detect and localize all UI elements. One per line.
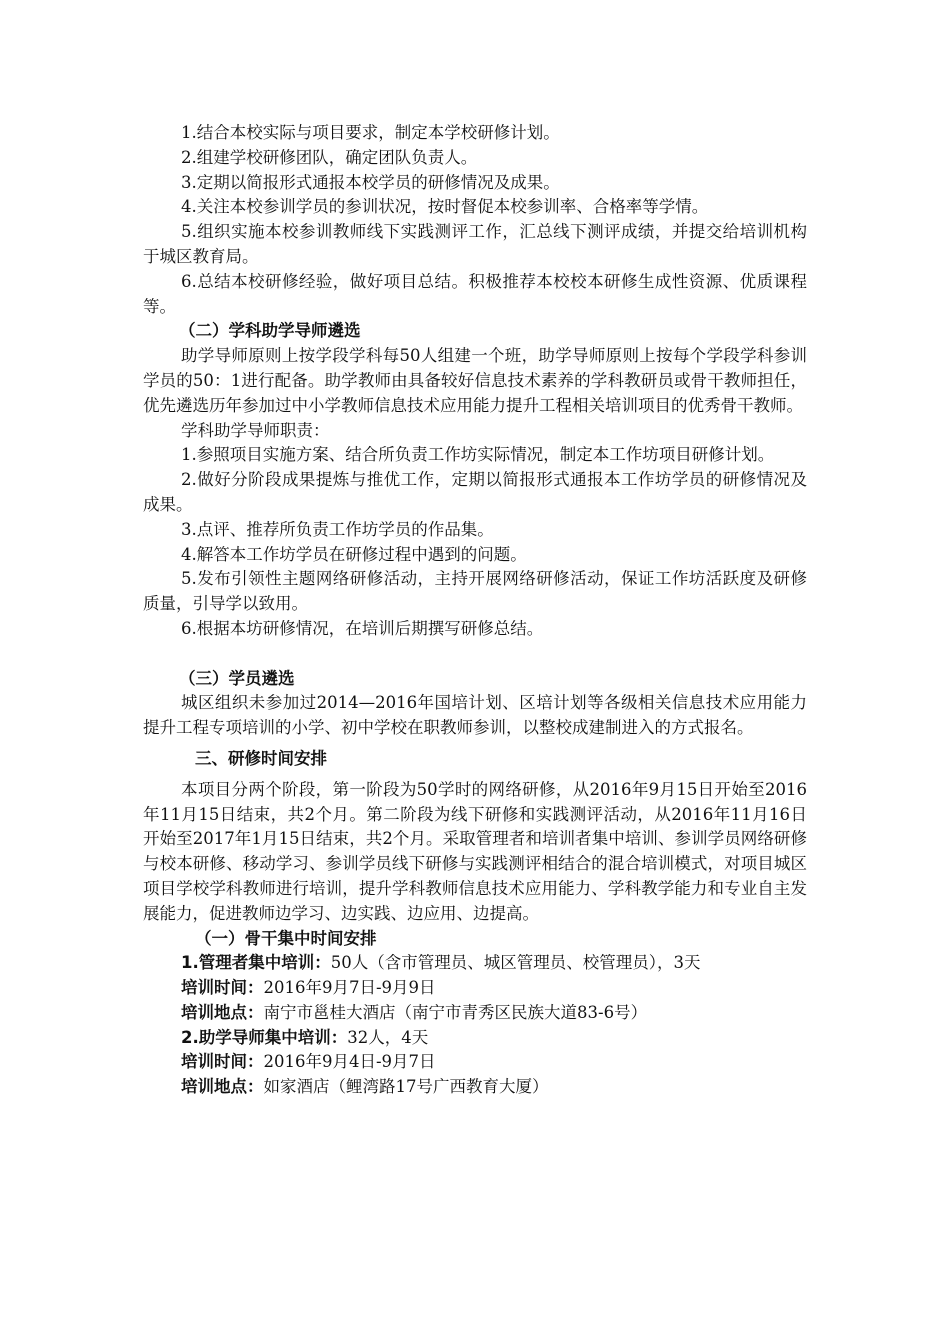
- tutor-section-heading: （二）学科助学导师遴选: [179, 321, 361, 341]
- schedule-item-label: 1.管理者集中培训：: [181, 953, 331, 973]
- school-duty-4: 4.关注本校参训学员的参训状况，按时督促本校参训率、合格率等学情。: [181, 197, 709, 217]
- schedule-item: [143, 1050, 807, 1075]
- students-paragraph: 城区组织未参加过2014—2016年国培计划、区培计划等各级相关信息技术应用能力提升工程专项培训的小学、初中学校在职教师参训，以整校成建制进入的方式报名。: [143, 693, 807, 738]
- school-duty-3: 3.定期以简报形式通报本校学员的研修情况及成果。: [181, 172, 560, 192]
- schedule-item: [143, 1026, 807, 1051]
- tutor-duties-title: 学科助学导师职责：: [181, 420, 330, 440]
- tutor-duty-1: 1.参照项目实施方案、结合所负责工作坊实际情况，制定本工作坊项目研修计划。: [181, 445, 775, 465]
- schedule-item: [143, 951, 807, 976]
- school-duty-1: 1.结合本校实际与项目要求，制定本学校研修计划。: [181, 123, 560, 142]
- schedule-item-label: 2.助学导师集中培训：: [181, 1027, 348, 1047]
- schedule-item: [143, 1001, 807, 1026]
- tutor-duty-6: 6.根据本坊研修情况，在培训后期撰写研修总结。: [181, 618, 544, 638]
- schedule-item-value: 2016年9月4日-9月7日: [263, 1052, 436, 1072]
- school-duty-6: 6.总结本校研修经验，做好项目总结。积极推荐本校校本研修生成性资源、优质课程等。: [143, 271, 807, 316]
- schedule-item-label: 培训时间：: [181, 1052, 264, 1072]
- schedule-item-value: 南宁市邕桂大酒店（南宁市青秀区民族大道83-6号）: [263, 1002, 648, 1022]
- tutor-intro-paragraph: 助学导师原则上按学段学科每50人组建一个班，助学导师原则上按每个学段学科参训学员的50：1进行配备。助学教师由具备较好信息技术素养的学科教研员或骨干教师担任，优先遴选历年参加过中小学教师信息技术应用能力提升工程相关培训项目的优秀骨干教师。: [143, 346, 807, 415]
- spacer: [143, 642, 807, 667]
- schedule-item-value: 50人（含市管理员、城区管理员、校管理员），3天: [330, 953, 701, 973]
- document-page: [143, 121, 807, 1100]
- schedule-paragraph: 本项目分两个阶段，第一阶段为50学时的网络研修，从2016年9月15日开始至2016年11月15日结束，共2个月。第二阶段为线下研修和实践测评活动，从2016年11月16日开始至2017年1月15日结束，共2个月。采取管理者和培训者集中培训、参训学员网络研修与校本研修、移动学习、参训学员线下研修与实践测评相结合的混合培训模式，对项目城区项目学校学科教师进行培训，提升学科教师信息技术应用能力、学科教学能力和专业自主发展能力，促进教师边学习、边实践、边应用、边提高。: [143, 779, 807, 923]
- core-schedule-heading: （一）骨干集中时间安排: [195, 928, 377, 948]
- school-duty-5: 5.组织实施本校参训教师线下实践测评工作，汇总线下测评成绩，并提交给培训机构于城区教育局。: [143, 222, 807, 266]
- schedule-item-value: 32人，4天: [347, 1027, 429, 1047]
- tutor-duty-2: 2.做好分阶段成果提炼与推优工作，定期以简报形式通报本工作坊学员的研修情况及成果。: [143, 470, 807, 514]
- schedule-item-value: 2016年9月7日-9月9日: [263, 978, 436, 998]
- schedule-item: [143, 1075, 807, 1100]
- schedule-item-label: 培训地点：: [181, 1077, 264, 1097]
- tutor-duty-4: 4.解答本工作坊学员在研修过程中遇到的问题。: [181, 544, 527, 564]
- schedule-item-value: 如家酒店（鲤湾路17号广西教育大厦）: [263, 1077, 549, 1097]
- students-section-heading: （三）学员遴选: [179, 668, 295, 688]
- schedule-item-label: 培训时间：: [181, 978, 264, 998]
- school-duty-2: 2.组建学校研修团队，确定团队负责人。: [181, 147, 478, 167]
- schedule-item-label: 培训地点：: [181, 1002, 264, 1022]
- schedule-item: [143, 976, 807, 1001]
- tutor-duty-3: 3.点评、推荐所负责工作坊学员的作品集。: [181, 519, 494, 539]
- schedule-section-heading: 三、研修时间安排: [195, 748, 327, 768]
- tutor-duty-5: 5.发布引领性主题网络研修活动，主持开展网络研修活动，保证工作坊活跃度及研修质量，引导学以致用。: [143, 569, 807, 614]
